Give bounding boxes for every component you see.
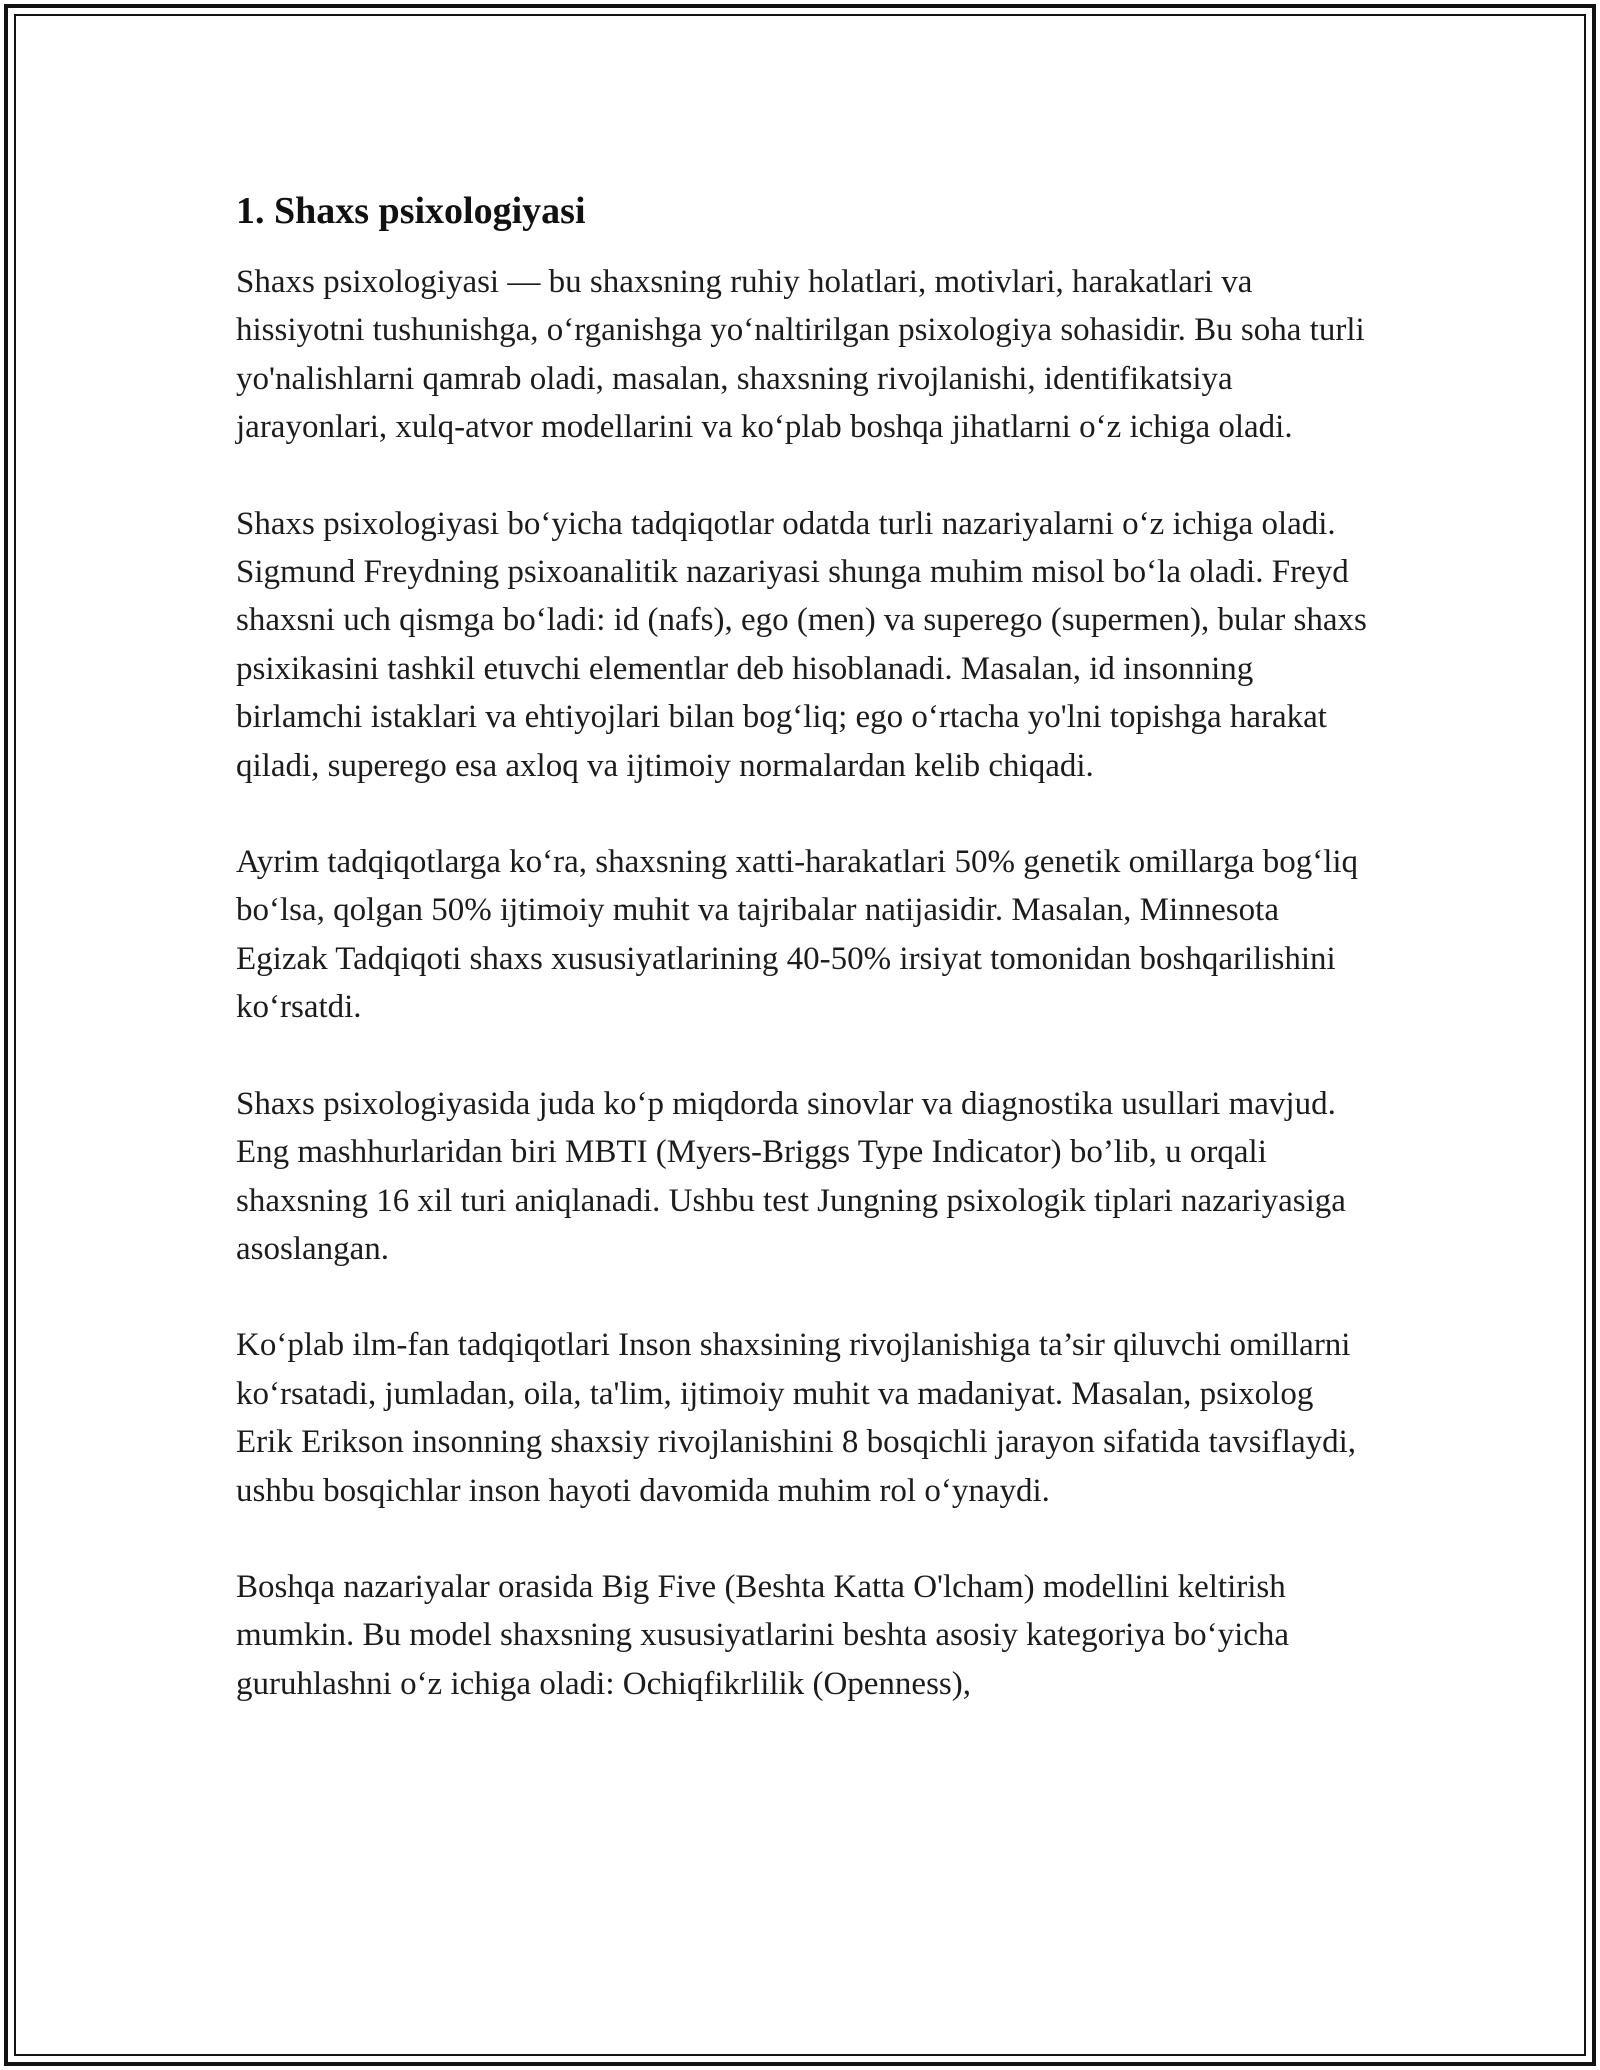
paragraph-intro: Shaxs psixologiyasi — bu shaxsning ruhiy holatlari, motivlari, harakatlari va hissiyotni tushunishga, oʻrganishga yoʻnaltirilgan psixologiya sohasidir. Bu soha turli yo'nalishlarni qamrab oladi, masalan, shaxsning rivojlanishi, identifikatsiya jarayonlari, xulq-atvor modellarini va koʻplab boshqa jihatlarni oʻz ichiga oladi. — [236, 264, 1365, 446]
paragraph-erikson: Koʻplab ilm-fan tadqiqotlari Inson shaxsining rivojlanishiga ta’sir qiluvchi omillarni koʻrsatadi, jumladan, oila, ta'lim, ijtimoiy muhit va madaniyat. Masalan, psixolog Erik Erikson insonning shaxsiy rivojlanishini 8 bosqichli jarayon sifatida tavsiflaydi, ushbu bosqichlar inson hayoti davomida muhim rol oʻynaydi. — [236, 1327, 1357, 1509]
page-title: 1. Shaxs psixologiyasi — [236, 190, 586, 232]
paragraph-freud: Shaxs psixologiyasi boʻyicha tadqiqotlar odatda turli nazariyalarni oʻz ichiga oladi. Sigmund Freydning psixoanalitik nazariyasi shunga muhim misol boʻla oladi. Freyd shaxsni uch qismga boʻladi: id (nafs), ego (men) va superego (supermen), bular shaxs psixikasini tashkil etuvchi elementlar deb hisoblanadi. Masalan, id insonning birlamchi istaklari va ehtiyojlari bilan bogʻliq; ego oʻrtacha yo'lni topishga harakat qiladi, superego esa axloq va ijtimoiy normalardan kelib chiqadi. — [236, 505, 1367, 784]
paragraph-big-five: Boshqa nazariyalar orasida Big Five (Beshta Katta O'lcham) modellini keltirish mumkin. Bu model shaxsning xususiyatlarini beshta asosiy kategoriya boʻyicha guruhlashni oʻz ichiga oladi: Ochiqfikrlilik (Openness), — [236, 1568, 1290, 1702]
paragraph-genetics: Ayrim tadqiqotlarga koʻra, shaxsning xatti-harakatlari 50% genetik omillarga bogʻliq boʻlsa, qolgan 50% ijtimoiy muhit va tajribalar natijasidir. Masalan, Minnesota Egizak Tadqiqoti shaxs xususiyatlarining 40-50% irsiyat tomonidan boshqarilishini koʻrsatdi. — [236, 844, 1359, 1026]
paragraph-mbti: Shaxs psixologiyasida juda koʻp miqdorda sinovlar va diagnostika usullari mavjud. Eng mashhurlaridan biri MBTI (Myers-Briggs Type Indicator) bo’lib, u orqali shaxsning 16 xil turi aniqlanadi. Ushbu test Jungning psixologik tiplari nazariyasiga asoslangan. — [236, 1085, 1346, 1267]
document-body — [236, 186, 1376, 1756]
